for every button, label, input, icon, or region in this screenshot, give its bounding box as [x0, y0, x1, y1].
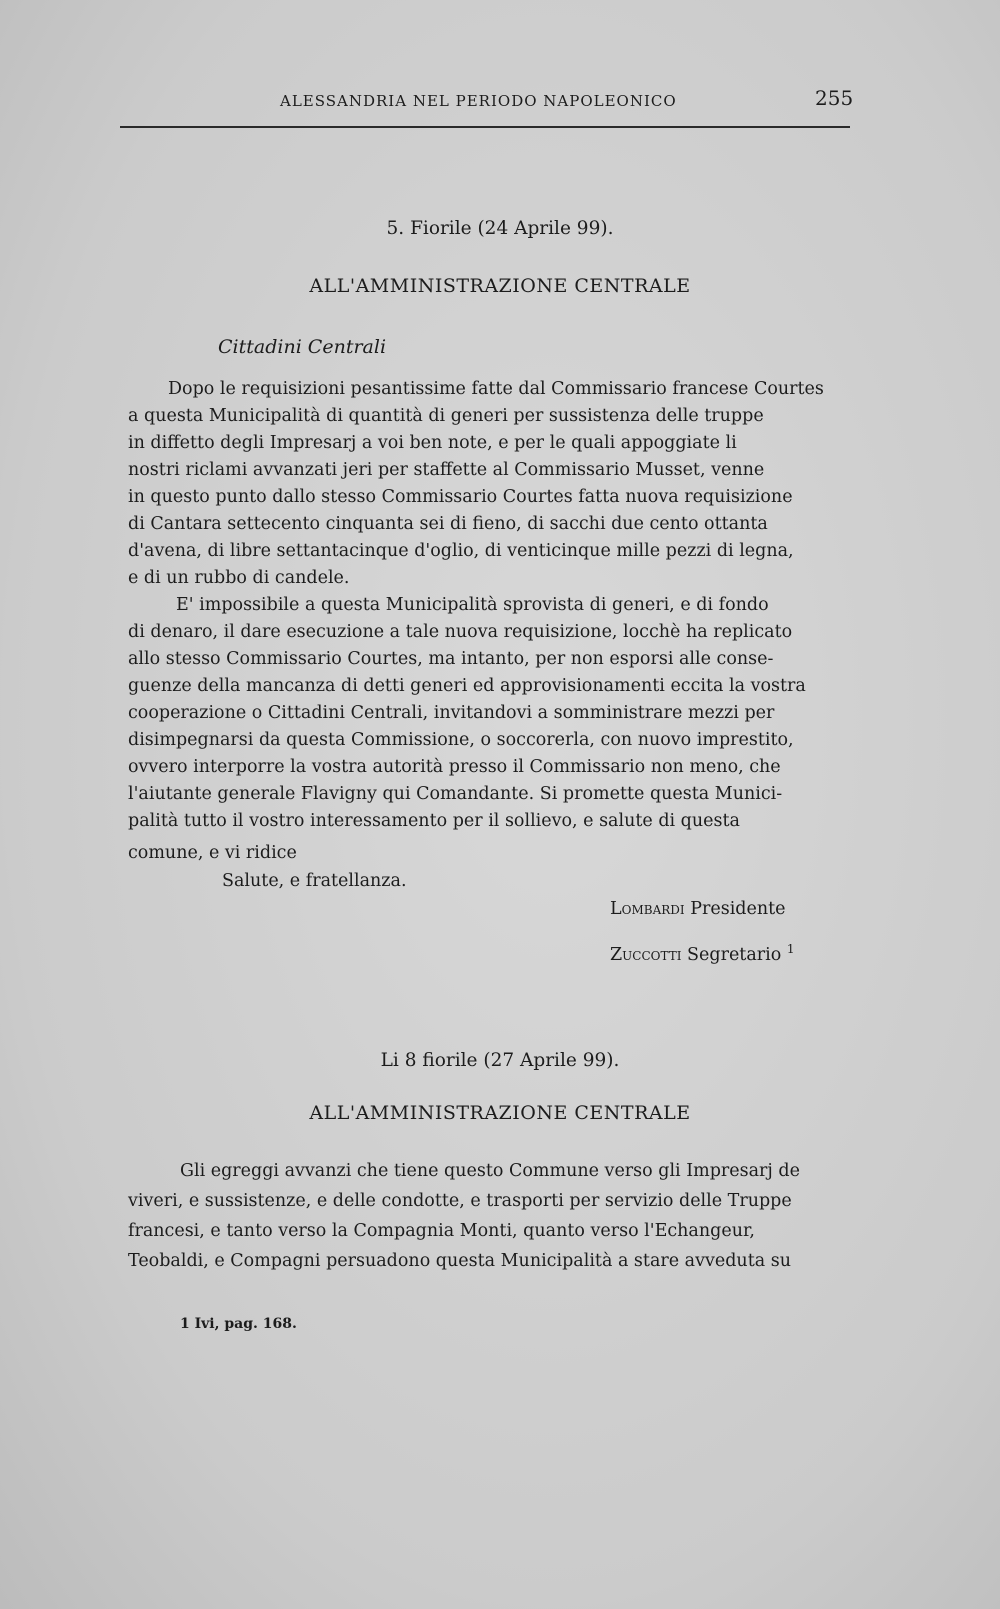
- letter2-date: Li 8 fiorile (27 Aprile 99).: [380, 1050, 620, 1071]
- letter1-line: di Cantara settecento cinquanta sei di fieno, di sacchi due cento ottanta: [128, 514, 768, 534]
- letter1-line: ovvero interporre la vostra autorità presso il Commissario non meno, che: [128, 757, 781, 777]
- signature-name: Lombardi: [610, 899, 685, 919]
- letter1-salutation: Cittadini Centrali: [218, 336, 387, 358]
- footnote-marker: 1: [786, 942, 795, 956]
- signature-role: Segretario: [687, 944, 782, 965]
- letter1-line: allo stesso Commissario Courtes, ma intanto, per non esporsi alle conse-: [128, 649, 774, 669]
- letter1-line: in diffetto degli Impresarj a voi ben note, e per le quali appoggiate li: [128, 433, 737, 453]
- letter1-line: in questo punto dallo stesso Commissario Courtes fatta nuova requisizione: [128, 487, 793, 507]
- letter2-heading: ALL'AMMINISTRAZIONE CENTRALE: [309, 1102, 691, 1124]
- letter1-line: palità tutto il vostro interessamento per il sollievo, e salute di questa: [128, 811, 740, 831]
- letter1-line: Dopo le requisizioni pesantissime fatte dal Commissario francese Courtes: [168, 379, 824, 399]
- letter1-closing: Salute, e fratellanza.: [222, 871, 407, 891]
- header-rule: [120, 126, 850, 128]
- letter1-line: nostri riclami avvanzati jeri per staffette al Commissario Musset, venne: [128, 460, 765, 480]
- letter1-line: di denaro, il dare esecuzione a tale nuova requisizione, locchè ha replicato: [128, 622, 793, 642]
- signature-zuccotti: [610, 938, 870, 966]
- letter1-line: a questa Municipalità di quantità di generi per sussistenza delle truppe: [128, 406, 764, 426]
- running-title: ALESSANDRIA NEL PERIODO NAPOLEONICO: [280, 92, 677, 110]
- letter1-date: 5. Fiorile (24 Aprile 99).: [386, 218, 614, 239]
- letter1-line: guenze della mancanza di detti generi ed approvisionamenti eccita la vostra: [128, 676, 806, 696]
- signature-name: Zuccotti: [610, 944, 682, 965]
- page-number: 255: [815, 86, 854, 110]
- letter1-line: disimpegnarsi da questa Commissione, o soccorerla, con nuovo imprestito,: [128, 730, 794, 750]
- letter2-line: viveri, e sussistenze, e delle condotte, e trasporti per servizio delle Truppe: [128, 1191, 792, 1211]
- letter2-line: francesi, e tanto verso la Compagnia Monti, quanto verso l'Echangeur,: [128, 1221, 755, 1241]
- letter2-line: Gli egreggi avvanzi che tiene questo Commune verso gli Impresarj de: [180, 1161, 800, 1181]
- signature-lombardi: [610, 898, 870, 920]
- letter1-line: l'aiutante generale Flavigny qui Comandante. Si promette questa Munici-: [128, 784, 783, 804]
- footnote: 1 Ivi, pag. 168.: [180, 1316, 297, 1332]
- letter1-line: comune, e vi ridice: [128, 843, 297, 863]
- letter2-line: Teobaldi, e Compagni persuadono questa Municipalità a stare avveduta su: [128, 1251, 791, 1271]
- letter1-line: d'avena, di libre settantacinque d'oglio, di venticinque mille pezzi di legna,: [128, 541, 794, 561]
- letter1-line: E' impossibile a questa Municipalità sprovista di generi, e di fondo: [176, 595, 769, 615]
- letter1-line: e di un rubbo di candele.: [128, 568, 350, 588]
- signature-role: Presidente: [690, 899, 786, 919]
- letter1-heading: ALL'AMMINISTRAZIONE CENTRALE: [309, 275, 691, 297]
- letter1-line: cooperazione o Cittadini Centrali, invitandovi a somministrare mezzi per: [128, 703, 775, 723]
